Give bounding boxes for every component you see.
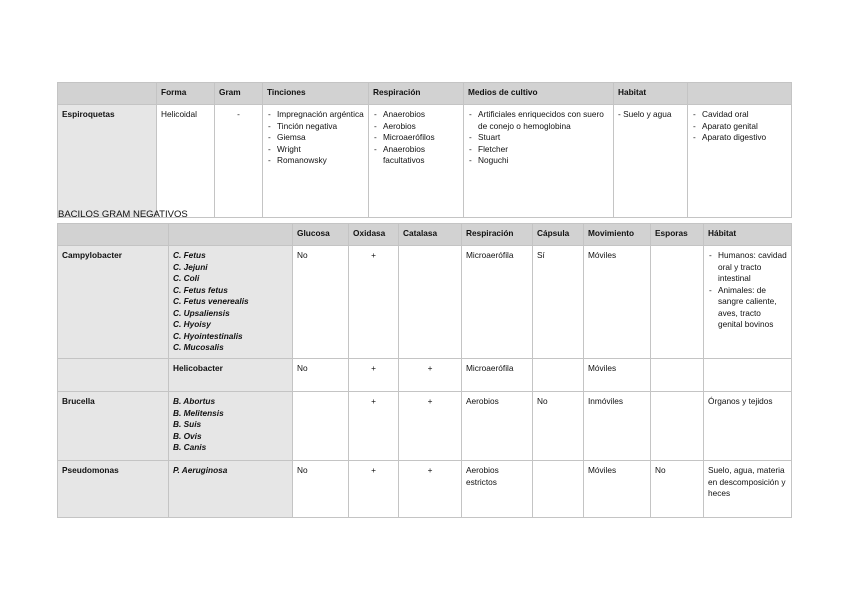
- species-name: C. Fetus: [173, 250, 206, 260]
- species-name: C. Coli: [173, 273, 200, 283]
- species-name: B. Abortus: [173, 396, 216, 406]
- table1-header-tinciones: Tinciones: [263, 83, 369, 105]
- cell-oxidasa: +: [349, 246, 399, 359]
- species-name: C. Upsaliensis: [173, 307, 230, 318]
- cell-catalasa: +: [399, 461, 462, 518]
- table1-header-habitat: Habitat: [614, 83, 688, 105]
- table2-header-empty: [58, 224, 169, 246]
- cell-forma: Helicoidal: [157, 105, 215, 218]
- list-item: - Microaerófilos: [373, 132, 459, 144]
- cell-gram: -: [215, 105, 263, 218]
- table2-header-movimiento: Movimiento: [584, 224, 651, 246]
- list-item: - Stuart: [468, 132, 609, 144]
- cell-habitat: [704, 246, 792, 359]
- cell-catalasa: [399, 246, 462, 359]
- cell-oxidasa: +: [349, 392, 399, 461]
- table1-header-empty: [58, 83, 157, 105]
- cell-species: [169, 246, 293, 359]
- cell-movimiento: Inmóviles: [584, 392, 651, 461]
- species-name: C. Fetus venerealis: [173, 296, 249, 306]
- row-name-espiroquetas: Espiroquetas: [58, 105, 157, 218]
- table2-header-glucosa: Glucosa: [293, 224, 349, 246]
- list-item: - Fletcher: [468, 144, 609, 156]
- list-item: - Romanowsky: [267, 155, 364, 167]
- cell-habitat: Suelo, agua, materia en descomposición y heces: [704, 461, 792, 518]
- list-item: - Aerobios: [373, 121, 459, 133]
- cell-oxidasa: +: [349, 461, 399, 518]
- species-name: C. Fetus fetus: [173, 284, 228, 295]
- list-item: - Anaerobios: [373, 109, 459, 121]
- list-item: - Animales: de sangre caliente, aves, tracto genital bovinos: [708, 285, 787, 331]
- cell-glucosa: No: [293, 461, 349, 518]
- cell-empty: [58, 359, 169, 392]
- table2-header-habitat: Hábitat: [704, 224, 792, 246]
- species-name: B. Ovis: [173, 430, 202, 441]
- row-name-brucella: Brucella: [58, 392, 169, 461]
- list-item: - Impregnación argéntica: [267, 109, 364, 121]
- cell-glucosa: No: [293, 246, 349, 359]
- row-name-pseudomonas: Pseudomonas: [58, 461, 169, 518]
- cell-habitat-1: - Suelo y agua: [614, 105, 688, 218]
- cell-habitat-2: [688, 105, 792, 218]
- cell-esporas: No: [651, 461, 704, 518]
- table-row: [58, 359, 792, 392]
- cell-respiracion: Aerobios estrictos: [462, 461, 533, 518]
- row-name-campylobacter: Campylobacter: [58, 246, 169, 359]
- cell-movimiento: Móviles: [584, 461, 651, 518]
- list-item: - Aparato digestivo: [692, 132, 787, 144]
- cell-capsula: [533, 461, 584, 518]
- table1-header-forma: Forma: [157, 83, 215, 105]
- table1-header-empty2: [688, 83, 792, 105]
- table1-header-row: [58, 83, 792, 105]
- list-item: - Tinción negativa: [267, 121, 364, 133]
- table2-header-empty2: [169, 224, 293, 246]
- table2-header-respiracion: Respiración: [462, 224, 533, 246]
- table2-header-capsula: Cápsula: [533, 224, 584, 246]
- cell-esporas: [651, 246, 704, 359]
- row-name-helicobacter: Helicobacter: [169, 359, 293, 392]
- section-title: BACILOS GRAM NEGATIVOS: [58, 209, 188, 220]
- list-item: - Cavidad oral: [692, 109, 787, 121]
- table2-header-oxidasa: Oxidasa: [349, 224, 399, 246]
- list-item: - Anaerobios facultativos: [373, 144, 459, 167]
- species-name: B. Suis: [173, 419, 202, 429]
- species-name: B. Melitensis: [173, 407, 224, 418]
- cell-capsula: [533, 359, 584, 392]
- cell-movimiento: Móviles: [584, 246, 651, 359]
- cell-habitat: Órganos y tejidos: [704, 392, 792, 461]
- cell-esporas: [651, 359, 704, 392]
- table-row: [58, 105, 792, 218]
- table2-header-esporas: Esporas: [651, 224, 704, 246]
- cell-capsula: No: [533, 392, 584, 461]
- cell-species: [169, 392, 293, 461]
- cell-oxidasa: +: [349, 359, 399, 392]
- cell-catalasa: +: [399, 359, 462, 392]
- cell-respiracion: Microaerófila: [462, 359, 533, 392]
- cell-movimiento: Móviles: [584, 359, 651, 392]
- list-item: - Noguchi: [468, 155, 609, 167]
- cell-catalasa: +: [399, 392, 462, 461]
- cell-respiracion: [369, 105, 464, 218]
- cell-respiracion: Microaerófila: [462, 246, 533, 359]
- cell-glucosa: No: [293, 359, 349, 392]
- cell-habitat: [704, 359, 792, 392]
- table-row: [58, 246, 792, 359]
- species-name: C. Jejuni: [173, 261, 208, 272]
- list-item: - Giemsa: [267, 132, 364, 144]
- table2-header-row: [58, 224, 792, 246]
- cell-esporas: [651, 392, 704, 461]
- cell-glucosa: [293, 392, 349, 461]
- species-name: C. Hyointestinalis: [173, 330, 243, 341]
- list-item: - Humanos: cavidad oral y tracto intestinal: [708, 250, 787, 285]
- list-item: - Wright: [267, 144, 364, 156]
- species-name: C. Hyoisy: [173, 319, 211, 329]
- table1-header-medios: Medios de cultivo: [464, 83, 614, 105]
- espiroquetas-table: [57, 82, 792, 218]
- table2-header-catalasa: Catalasa: [399, 224, 462, 246]
- cell-capsula: Sí: [533, 246, 584, 359]
- cell-tinciones: [263, 105, 369, 218]
- cell-medios: [464, 105, 614, 218]
- list-item: - Artificiales enriquecidos con suero de conejo o hemoglobina: [468, 109, 609, 132]
- table1-header-gram: Gram: [215, 83, 263, 105]
- species-name: C. Mucosalis: [173, 342, 224, 352]
- list-item: - Aparato genital: [692, 121, 787, 133]
- table1-header-respiracion: Respiración: [369, 83, 464, 105]
- cell-species: P. Aeruginosa: [169, 461, 293, 518]
- cell-respiracion: Aerobios: [462, 392, 533, 461]
- species-name: B. Canis: [173, 442, 207, 452]
- table-row: [58, 392, 792, 461]
- bacilos-table: [57, 223, 792, 518]
- table-row: [58, 461, 792, 518]
